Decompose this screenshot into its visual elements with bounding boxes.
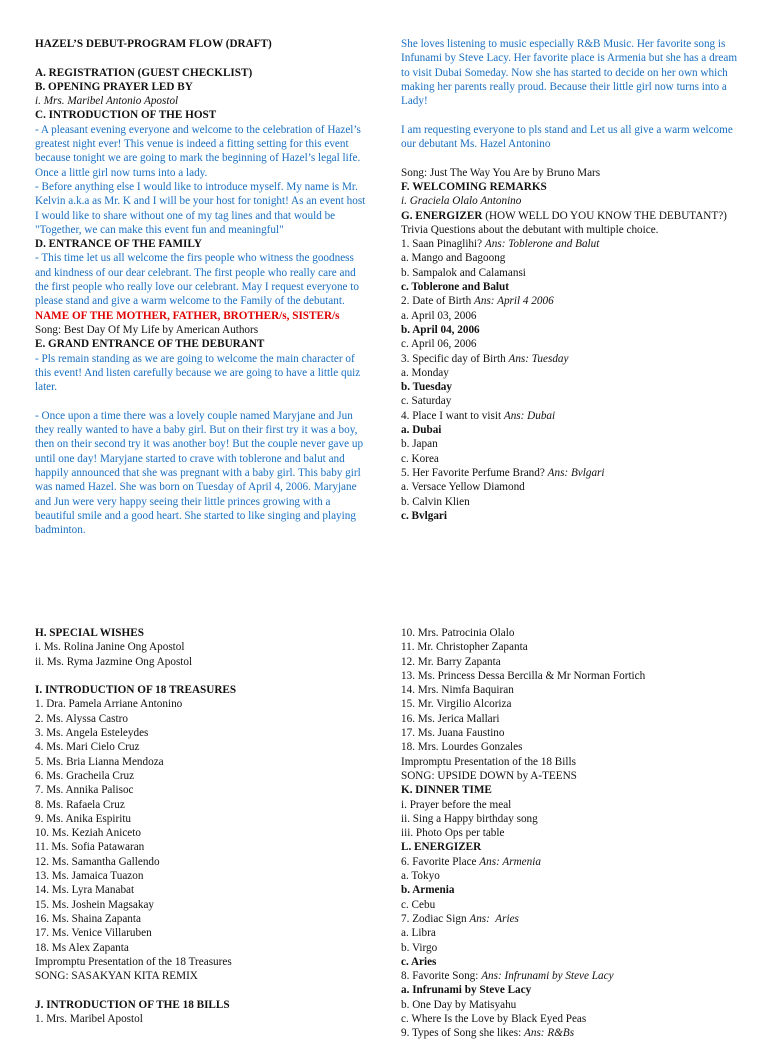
trivia-question [401, 294, 741, 308]
question-text: 7. Zodiac Sign [401, 912, 470, 925]
heading-line: c. Toblerone and Balut [401, 281, 509, 294]
heading-line: L. ENERGIZER [401, 841, 482, 854]
text-line: a. Libra [401, 927, 436, 940]
blank-line [401, 151, 741, 165]
text-line: 14. Mrs. Nimfa Baquiran [401, 684, 514, 697]
text-line: i. Ms. Rolina Janine Ong Apostol [35, 641, 185, 654]
text-line: a. Versace Yellow Diamond [401, 481, 525, 494]
text-line: 1. Mrs. Maribel Apostol [35, 1013, 143, 1026]
text-line: 10. Ms. Keziah Aniceto [35, 827, 141, 840]
heading-line: C. INTRODUCTION OF THE HOST [35, 109, 217, 122]
page2-left-column [35, 626, 370, 1026]
text-line: 8. Ms. Rafaela Cruz [35, 798, 125, 811]
script-paragraph: - A pleasant evening everyone and welcome to the celebration of Hazel’s greatest night ever! This venue is indeed a fitting setting for this event because tonight we are going to mark the beginning of Hazel’s legal life. Once a little girl now turns into a lady. [35, 123, 364, 179]
heading-line: D. ENTRANCE OF THE FAMILY [35, 238, 202, 251]
heading-line: b. April 04, 2006 [401, 323, 480, 336]
heading-line: B. OPENING PRAYER LED BY [35, 80, 193, 93]
text-line: 1. Dra. Pamela Arriane Antonino [35, 698, 183, 711]
text-line: i. Prayer before the meal [401, 798, 512, 811]
text-line: 16. Ms. Jerica Mallari [401, 712, 500, 725]
heading-line: I. INTRODUCTION OF 18 TREASURES [35, 684, 237, 697]
question-text: 6. Favorite Place [401, 855, 480, 868]
text-line: 12. Ms. Samantha Gallendo [35, 855, 160, 868]
text-line: a. April 03, 2006 [401, 309, 477, 322]
question-text: 3. Specific day of Birth [401, 352, 509, 365]
script-paragraph: - Pls remain standing as we are going to welcome the main character of this event! And listen carefully because we are going to have a little quiz later. [35, 352, 364, 394]
trivia-question [401, 352, 741, 366]
heading-line: J. INTRODUCTION OF THE 18 BILLS [35, 998, 230, 1011]
page1-right-column [401, 37, 741, 523]
answer-text: Ans: April 4 2006 [474, 295, 554, 308]
script-paragraph: She loves listening to music especially R&B Music. Her favorite song is Infunami by Steve Lacy. Her favorite place is Armenia but she has a dream to visit Dubai Someday. Now she has started to decide on her own which making her parents really proud. Because their little girl now turns into a Lady! [401, 38, 740, 108]
heading-line: HAZEL’S DEBUT-PROGRAM FLOW (DRAFT) [35, 38, 272, 50]
text-line: c. Cebu [401, 898, 436, 911]
italic-line: i. Mrs. Maribel Antonio Apostol [35, 95, 179, 108]
text-line: Impromptu Presentation of the 18 Treasures [35, 955, 232, 968]
heading-line: F. WELCOMING REMARKS [401, 180, 547, 193]
heading-line: K. DINNER TIME [401, 784, 492, 797]
text-line: 13. Ms. Princess Dessa Bercilla & Mr Norman Fortich [401, 669, 646, 682]
text-line: b. Sampalok and Calamansi [401, 266, 526, 279]
page2-right-column [401, 626, 741, 1041]
heading-line: H. SPECIAL WISHES [35, 627, 144, 639]
answer-text: Ans: Toblerone and Balut [484, 238, 600, 251]
trivia-question [401, 969, 741, 983]
question-text: 8. Favorite Song: [401, 970, 482, 983]
text-line: SONG: UPSIDE DOWN by A-TEENS [401, 769, 577, 782]
blank-line [35, 669, 370, 683]
answer-text: Ans: Tuesday [508, 352, 569, 365]
answer-text: Ans: Dubai [503, 409, 556, 422]
text-line: b. One Day by Matisyahu [401, 998, 517, 1011]
blank-line [35, 394, 370, 408]
text-line: 17. Ms. Venice Villaruben [35, 927, 152, 940]
trivia-question [401, 466, 741, 480]
heading-line: b. Armenia [401, 884, 455, 897]
text-line: b. Japan [401, 438, 438, 451]
text-line: 14. Ms. Lyra Manabat [35, 884, 135, 897]
answer-text: Ans: R&Bs [524, 1027, 575, 1040]
text-line: 18. Mrs. Lourdes Gonzales [401, 741, 523, 754]
text-line: Impromptu Presentation of the 18 Bills [401, 755, 576, 768]
text-line: c. Korea [401, 452, 439, 465]
text-line: 3. Ms. Angela Esteleydes [35, 727, 149, 740]
answer-text: Ans: Bvlgari [547, 466, 605, 479]
text-line: 15. Mr. Virgilio Alcoriza [401, 698, 512, 711]
text-line: 9. Ms. Anika Espiritu [35, 812, 132, 825]
text-line: c. Where Is the Love by Black Eyed Peas [401, 1013, 587, 1026]
text-line: b. Virgo [401, 941, 438, 954]
heading-line: a. Infrunami by Steve Lacy [401, 984, 532, 997]
page1-left-column [35, 37, 370, 537]
trivia-question [401, 237, 741, 251]
text-line: ii. Ms. Ryma Jazmine Ong Apostol [35, 655, 193, 668]
script-paragraph: - Once upon a time there was a lovely couple named Maryjane and Jun they really wanted to have a baby girl. But on their first try it was a boy, then on their second try it was another boy! But the couple never gave up until one day! Maryjane started to crave with toblerone and balut and happily announced that she was pregnant with a baby girl. This baby girl was named Hazel. She was born on Tuesday of April 4, 2006. Maryjane and Jun were very happy seeing their little princes growing with a beautiful smile and a good heart. She started to like singing and playing badminton. [35, 409, 366, 537]
text-line: a. Tokyo [401, 870, 440, 883]
text-line: c. April 06, 2006 [401, 338, 477, 351]
trivia-question [401, 409, 741, 423]
heading-line: a. Dubai [401, 424, 442, 437]
heading-line: A. REGISTRATION (GUEST CHECKLIST) [35, 66, 253, 79]
section-heading-energizer: G. ENERGIZER (HOW WELL DO YOU KNOW THE DEBUTANT?) Trivia Questions about the debutant with multiple choice. [401, 209, 730, 236]
text-line: a. Monday [401, 366, 449, 379]
text-line: Song: Best Day Of My Life by American Authors [35, 323, 259, 336]
document-page-2 [0, 596, 768, 1040]
question-text: 5. Her Favorite Perfume Brand? [401, 466, 548, 479]
blank-line [35, 983, 370, 997]
text-line: 15. Ms. Joshein Magsakay [35, 898, 155, 911]
text-line: 11. Ms. Sofia Patawaran [35, 841, 145, 854]
text-line: 6. Ms. Gracheila Cruz [35, 769, 135, 782]
text-line: a. Mango and Bagoong [401, 252, 506, 265]
answer-text: Ans: Armenia [479, 855, 541, 868]
heading-line: E. GRAND ENTRANCE OF THE DEBURANT [35, 338, 265, 351]
answer-text: Ans: Infrunami by Steve Lacy [481, 970, 614, 983]
blank-line [35, 51, 370, 65]
question-text: 4. Place I want to visit [401, 409, 504, 422]
question-text: 2. Date of Birth [401, 295, 475, 308]
trivia-question [401, 1026, 741, 1040]
text-line: 13. Ms. Jamaica Tuazon [35, 870, 144, 883]
heading-line: c. Bvlgari [401, 509, 447, 522]
text-line: 2. Ms. Alyssa Castro [35, 712, 128, 725]
text-line: 10. Mrs. Patrocinia Olalo [401, 627, 515, 639]
script-paragraph: I am requesting everyone to pls stand and Let us all give a warm welcome our debutant Ms. Hazel Antonino [401, 123, 736, 151]
highlight-line: NAME OF THE MOTHER, FATHER, BROTHER/s, SISTER/s [35, 309, 340, 322]
text-line: 17. Ms. Juana Faustino [401, 727, 505, 740]
text-line: iii. Photo Ops per table [401, 827, 505, 840]
question-text: 9. Types of Song she likes: [401, 1027, 525, 1040]
text-line: c. Saturday [401, 395, 452, 408]
text-line: 4. Ms. Mari Cielo Cruz [35, 741, 140, 754]
text-line: 18. Ms Alex Zapanta [35, 941, 129, 954]
text-line: 12. Mr. Barry Zapanta [401, 655, 501, 668]
text-line: Song: Just The Way You Are by Bruno Mars [401, 166, 601, 179]
text-line: ii. Sing a Happy birthday song [401, 812, 538, 825]
script-paragraph: - This time let us all welcome the firs people who witness the goodness and kindness of our dear celebrant. The first people who really care and the first people who really love our celebrant. May I request everyone to please stand and give a warm welcome to the Family of the debutant. [35, 252, 362, 308]
heading-line: c. Aries [401, 955, 437, 968]
text-line: b. Calvin Klien [401, 495, 470, 508]
text-line: 7. Ms. Annika Palisoc [35, 784, 134, 797]
text-line: 11. Mr. Christopher Zapanta [401, 641, 528, 654]
trivia-question [401, 912, 741, 926]
text-line: 5. Ms. Bria Lianna Mendoza [35, 755, 164, 768]
question-text: 1. Saan Pinaglihi? [401, 238, 485, 251]
text-line: SONG: SASAKYAN KITA REMIX [35, 970, 198, 983]
text-line: 16. Ms. Shaina Zapanta [35, 912, 141, 925]
heading-line: b. Tuesday [401, 381, 452, 394]
answer-text: Ans: Aries [469, 912, 519, 925]
script-paragraph: - Before anything else I would like to introduce myself. My name is Mr. Kelvin a.k.a as Mr. K and I will be your host for tonight! As an event host I would like to share without one of my tag lines and that would be "Together, we can make this event fun and meaningful" [35, 180, 369, 236]
trivia-question [401, 855, 741, 869]
italic-line: i. Graciela Olalo Antonino [401, 195, 522, 208]
blank-line [401, 108, 741, 122]
